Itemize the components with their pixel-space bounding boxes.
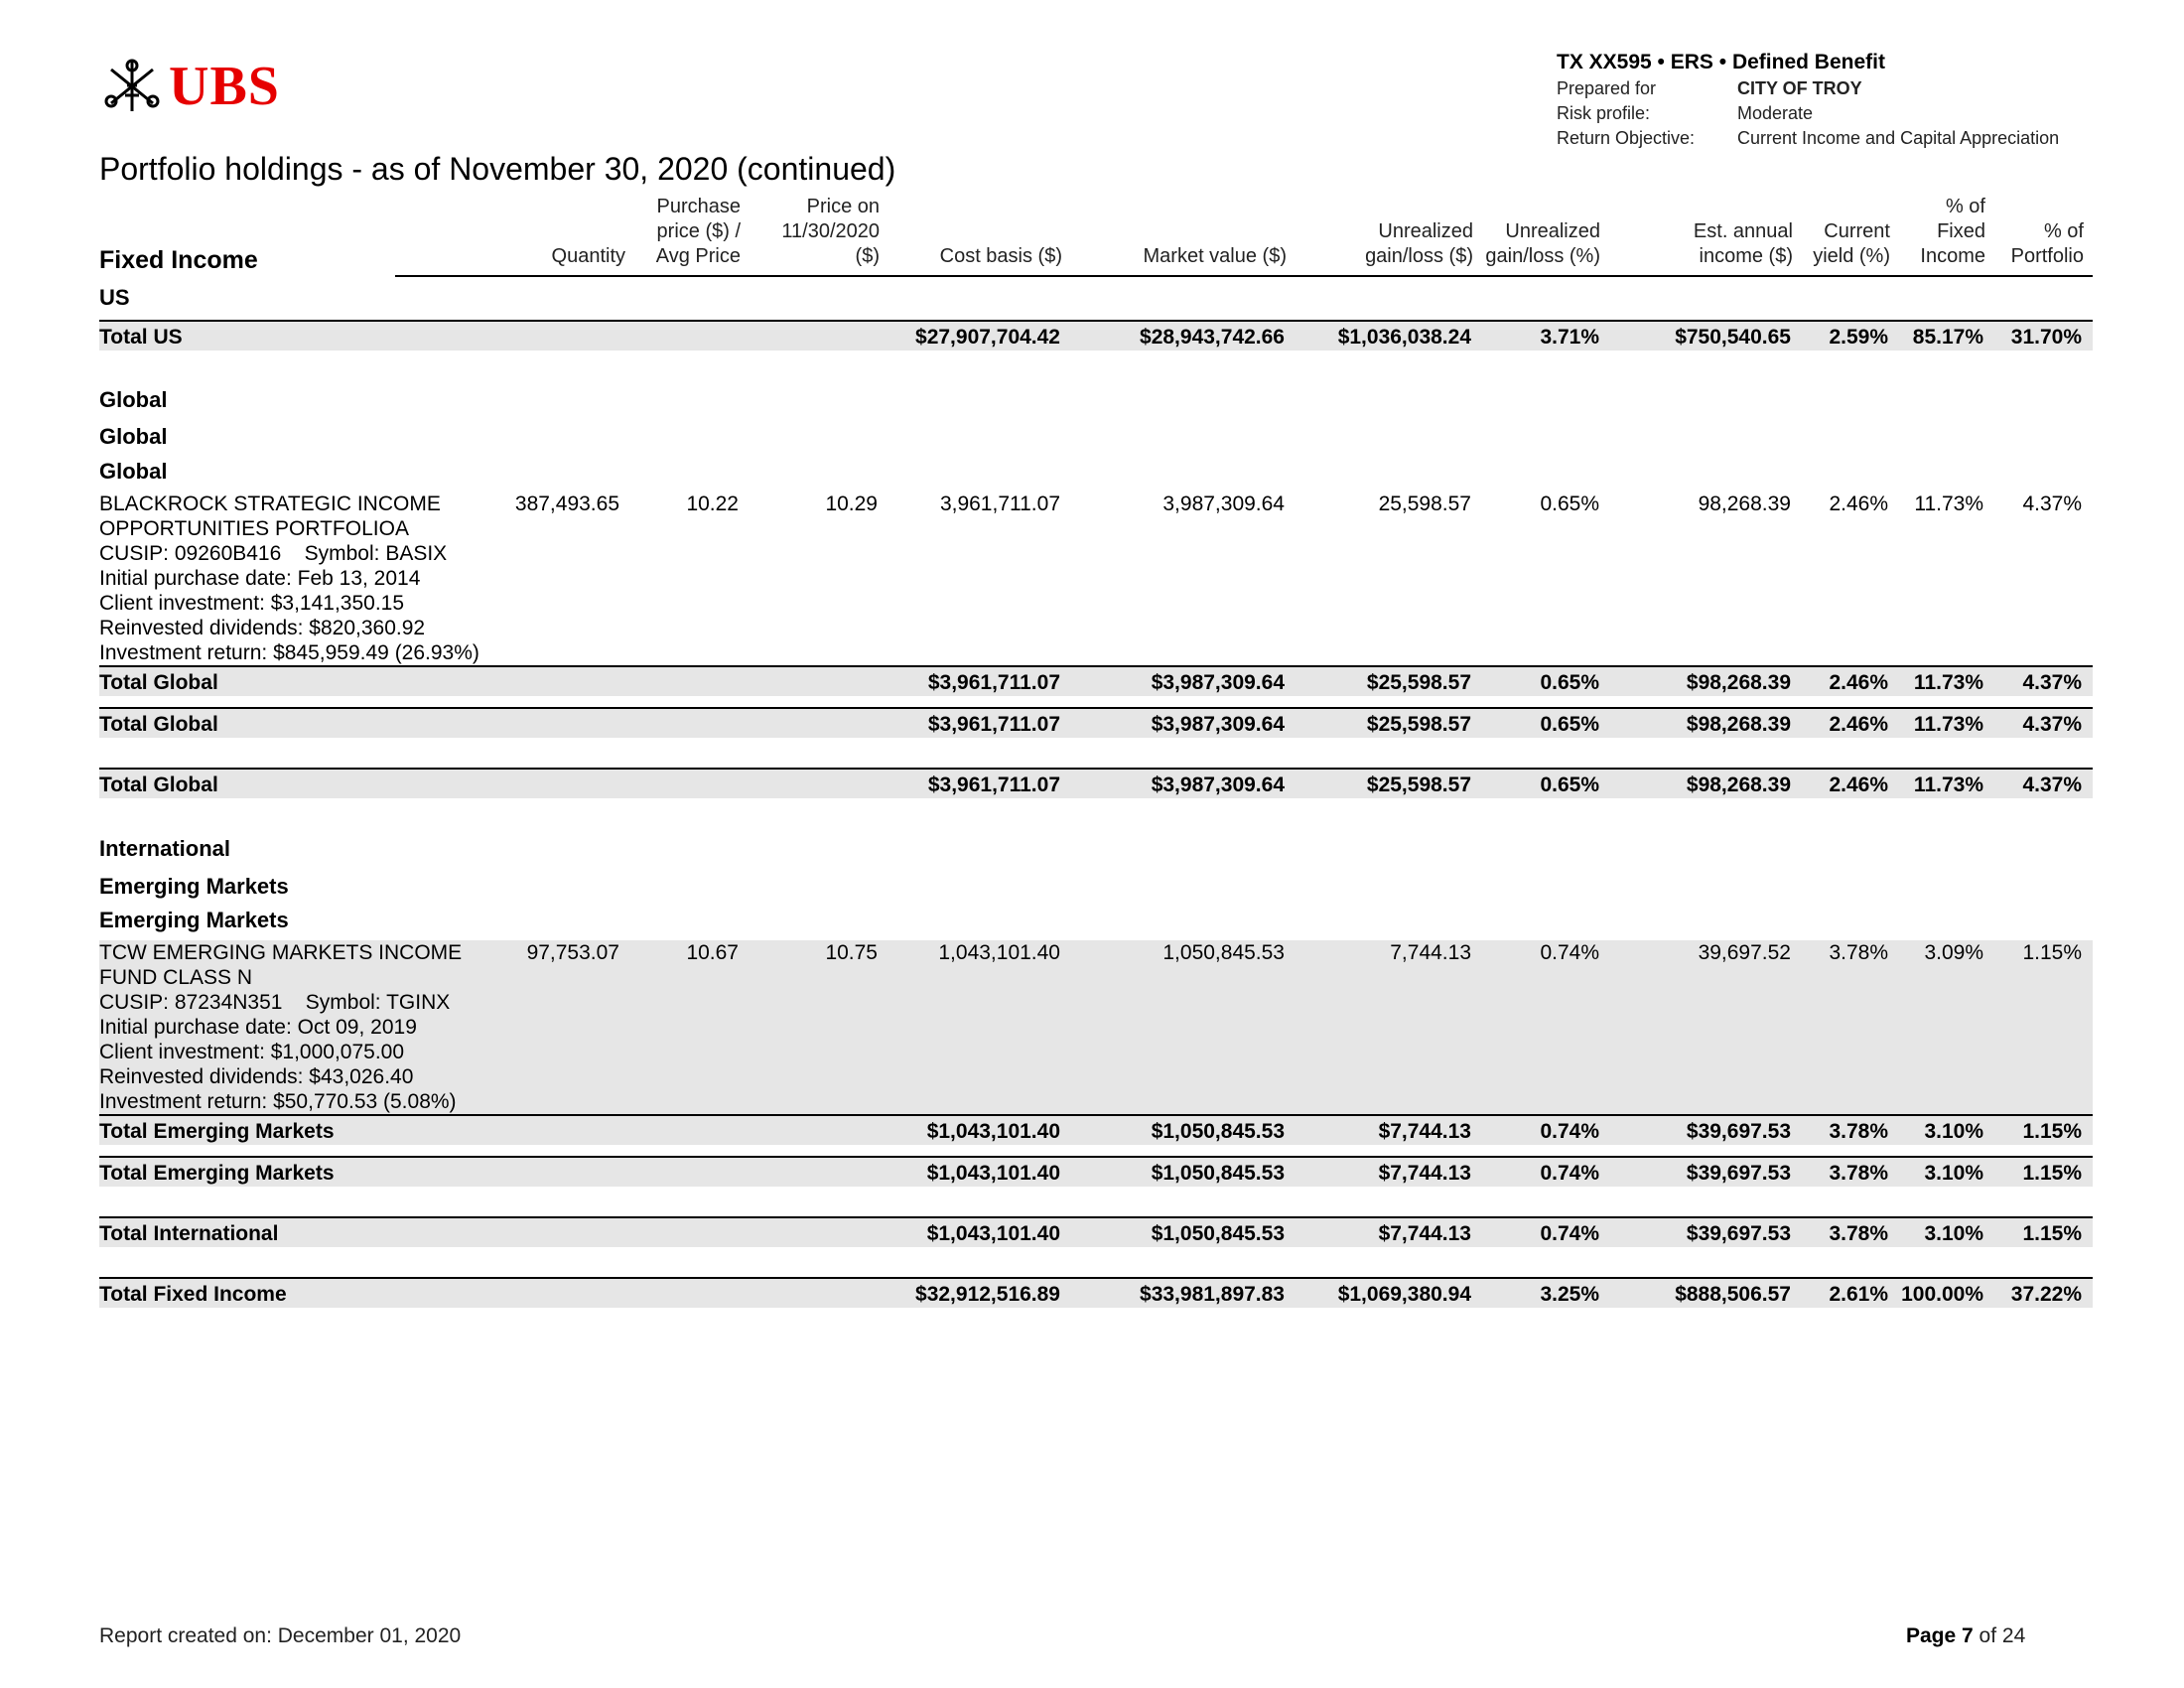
col-pct-portfolio: % of Portfolio	[2010, 220, 2084, 267]
group-international: International	[99, 836, 231, 861]
group-global-sub2: Global	[99, 459, 168, 484]
col-quantity: Quantity	[551, 245, 625, 267]
account-info	[1557, 50, 2059, 151]
total-row-global-1: Total Global $3,961,711.07 $3,987,309.64 $25,598.57 0.65% $98,268.39 2.46% 11.73% 4.37%	[99, 665, 2093, 696]
col-est-income: Est. annual income ($)	[1693, 220, 1793, 267]
group-global: Global	[99, 387, 168, 412]
total-row-fixed-income: Total Fixed Income $32,912,516.89 $33,981,897.83 $1,069,380.94 3.25% $888,506.57 2.61% 100.00% 37.22%	[99, 1277, 2093, 1308]
brand-name: UBS	[169, 56, 280, 117]
col-market-value: Market value ($)	[1143, 245, 1287, 267]
holding-row-basix[interactable]: BLACKROCK STRATEGIC INCOME OPPORTUNITIES PORTFOLIOA CUSIP: 09260B416 Symbol: BASIX Initial purchase date: Feb 13, 2014 Client investment: $3,141,350.15 Reinvested dividends: $820,360.92 Investment return: $845,959.49 (26.93%) 387,493.65 10.22 10.29 3,961,711.07 3,987,309.64 25,598.57 0.65% 98,268.39 2.46% 11.73% 4.37%	[99, 492, 2082, 664]
page-title: Portfolio holdings - as of November 30, 2020 (continued)	[99, 151, 896, 187]
group-emerging-markets-sub: Emerging Markets	[99, 908, 289, 932]
col-price-on: Price on 11/30/2020 ($)	[781, 196, 880, 267]
prepared-for-label: Prepared for	[1557, 78, 1657, 98]
return-objective-label: Return Objective:	[1557, 128, 1696, 148]
total-row-em-1: Total Emerging Markets $1,043,101.40 $1,050,845.53 $7,744.13 0.74% $39,697.53 3.78% 3.10% 1.15%	[99, 1114, 2093, 1145]
ubs-logo	[101, 52, 280, 121]
section-title: Fixed Income	[99, 246, 258, 274]
col-unrealized-gl: Unrealized gain/loss ($)	[1365, 220, 1473, 267]
total-row-em-2: Total Emerging Markets $1,043,101.40 $1,050,845.53 $7,744.13 0.74% $39,697.53 3.78% 3.10% 1.15%	[99, 1156, 2093, 1187]
total-row-global-3: Total Global $3,961,711.07 $3,987,309.64 $25,598.57 0.65% $98,268.39 2.46% 11.73% 4.37%	[99, 768, 2093, 798]
col-current-yield: Current yield (%)	[1813, 220, 1890, 267]
col-purchase-price: Purchase price ($) / Avg Price	[655, 196, 741, 267]
report-created-date: Report created on: December 01, 2020	[99, 1624, 462, 1647]
risk-profile-label: Risk profile:	[1557, 103, 1651, 123]
group-us: US	[99, 285, 130, 310]
col-cost-basis: Cost basis ($)	[939, 245, 1062, 267]
group-global-sub: Global	[99, 424, 168, 449]
account-title: TX XX595 • ERS • Defined Benefit	[1557, 51, 1885, 73]
col-pct-fixed: % of Fixed Income	[1920, 196, 1985, 267]
col-unrealized-pct: Unrealized gain/loss (%)	[1485, 220, 1600, 267]
prepared-for-value: CITY OF TROY	[1737, 78, 1862, 98]
risk-profile-value: Moderate	[1737, 103, 1814, 123]
total-row-international: Total International $1,043,101.40 $1,050,845.53 $7,744.13 0.74% $39,697.53 3.78% 3.10% 1.15%	[99, 1216, 2093, 1247]
return-objective-value: Current Income and Capital Appreciation	[1737, 128, 2060, 148]
header-rule	[395, 275, 2093, 277]
page-number: Page 7 of 24	[1906, 1624, 2026, 1647]
total-row-global-2: Total Global $3,961,711.07 $3,987,309.64 $25,598.57 0.65% $98,268.39 2.46% 11.73% 4.37%	[99, 707, 2093, 738]
holding-row-tginx[interactable]: TCW EMERGING MARKETS INCOME FUND CLASS N CUSIP: 87234N351 Symbol: TGINX Initial purchase date: Oct 09, 2019 Client investment: $1,000,075.00 Reinvested dividends: $43,026.40 Investment return: $50,770.53 (5.08%) 97,753.07 10.67 10.75 1,043,101.40 1,050,845.53 7,744.13 0.74% 39,697.52 3.78% 3.09% 1.15%	[99, 940, 2093, 1114]
total-row-us: Total US $27,907,704.42 $28,943,742.66 $1,036,038.24 3.71% $750,540.65 2.59% 85.17% 31.70%	[99, 320, 2093, 351]
group-emerging-markets: Emerging Markets	[99, 874, 289, 899]
three-keys-icon	[101, 56, 163, 117]
